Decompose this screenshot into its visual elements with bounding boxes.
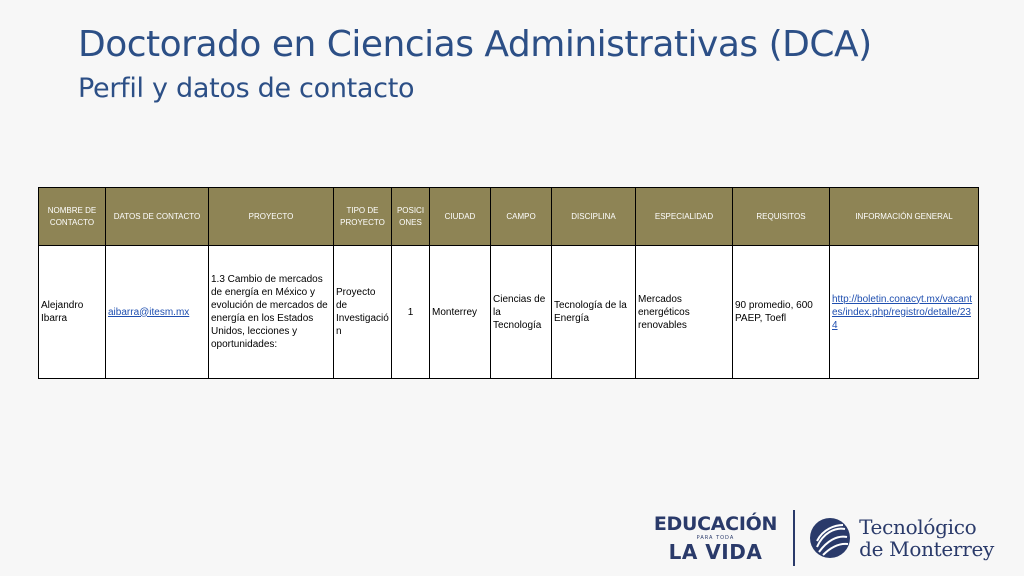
column-header: TIPO DE PROYECTO <box>334 188 392 246</box>
table-header-row <box>39 188 979 246</box>
project-type-cell: Proyecto de Investigación <box>334 246 392 379</box>
positions-cell: 1 <box>392 246 430 379</box>
footer-logos <box>654 508 994 568</box>
city-cell: Monterrey <box>430 246 491 379</box>
column-header: CIUDAD <box>430 188 491 246</box>
column-header: PROYECTO <box>209 188 334 246</box>
contact-email-cell <box>106 246 209 379</box>
column-header: POSICIONES <box>392 188 430 246</box>
logo-text: EDUCACIÓN <box>653 513 778 535</box>
logo-text: LA VIDA <box>668 540 763 564</box>
logo-text: PARA TODA <box>696 535 735 541</box>
logo-divider <box>793 510 795 566</box>
field-cell: Ciencias de la Tecnología <box>491 246 552 379</box>
general-info-cell <box>830 246 979 379</box>
contact-email-link[interactable]: aibarra@itesm.mx <box>108 306 190 318</box>
discipline-cell: Tecnología de la Energía <box>552 246 636 379</box>
general-info-link[interactable]: http://boletin.conacyt.mx/vacantes/index.php/registro/detalle/234 <box>832 293 973 331</box>
requirements-cell: 90 promedio, 600 PAEP, Toefl <box>733 246 830 379</box>
educacion-para-toda-la-vida-logo <box>654 514 777 562</box>
table-row <box>39 246 979 379</box>
specialty-cell: Mercados energéticos renovables <box>636 246 733 379</box>
column-header: CAMPO <box>491 188 552 246</box>
logo-text: de Monterrey <box>859 537 994 561</box>
column-header: REQUISITOS <box>733 188 830 246</box>
page-title: Doctorado en Ciencias Administrativas (DCA) <box>78 24 872 65</box>
project-cell: 1.3 Cambio de mercados de energía en México y evolución de mercados de energía en los Estados Unidos, lecciones y oportunidades: <box>209 246 334 379</box>
column-header: INFORMACIÓN GENERAL <box>830 188 979 246</box>
contact-table <box>38 187 979 379</box>
column-header: DATOS DE CONTACTO <box>106 188 209 246</box>
contact-name-cell: Alejandro Ibarra <box>39 246 106 379</box>
column-header: ESPECIALIDAD <box>636 188 733 246</box>
page-subtitle: Perfil y datos de contacto <box>78 73 415 104</box>
tecnologico-de-monterrey-logo <box>859 516 994 560</box>
tec-shield-icon <box>809 517 851 559</box>
column-header: DISCIPLINA <box>552 188 636 246</box>
logo-text: Tecnológico <box>859 515 977 539</box>
column-header: NOMBRE DE CONTACTO <box>39 188 106 246</box>
